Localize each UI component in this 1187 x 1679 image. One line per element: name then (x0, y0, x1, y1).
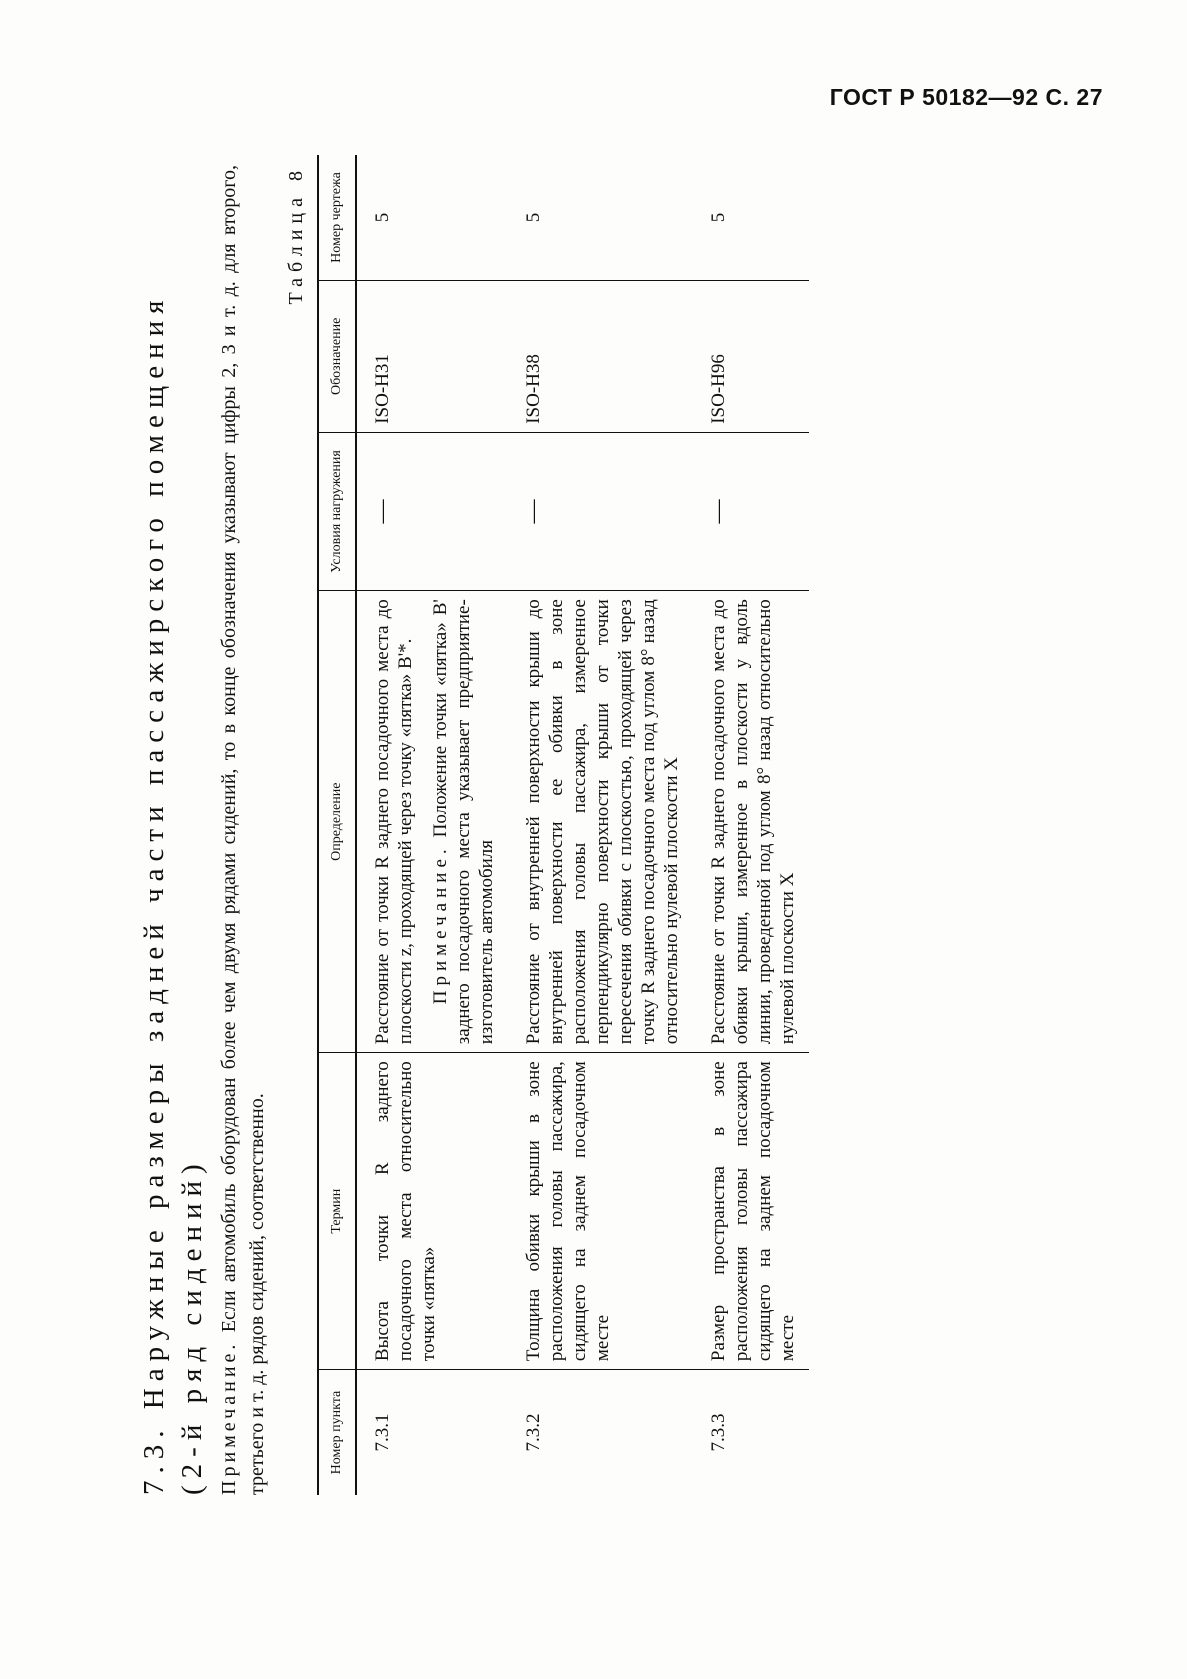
row-definition: Расстояние от точки R заднего посадочного места до обивки крыши, измеренное в плоскости y вдоль линии, проведенной под углом 8° назад относительно нулевой плоскости X (693, 591, 809, 1053)
row-conditions: — (508, 432, 693, 590)
header-term: Термин (318, 1053, 356, 1370)
row-note-text: Положение точки «пятка» B' заднего посадочного места указывает предприятие-изготовитель автомобиля (430, 599, 497, 1045)
row-designation: ISO-H31 (356, 280, 508, 432)
table-row (693, 155, 809, 1495)
table-caption: Таблица 8 (285, 165, 307, 305)
note-lead: Примечание. (218, 1340, 240, 1495)
header-drawing: Номер чертежа (318, 155, 356, 280)
section-title (135, 165, 211, 1495)
row-definition-note (429, 599, 498, 1044)
row-designation: ISO-H38 (508, 280, 693, 432)
terms-table (317, 155, 809, 1495)
section-note (215, 165, 271, 1495)
row-definition: Расстояние от внутренней поверхности крыши до внутренней поверхности ее обивки в зоне расположения головы пассажира, измеренное перпендикулярно поверхности крыши от точки пересечения обивки с плоскостью, проходящей через точку R заднего посадочного места под углом 8° назад относительно нулевой плоскости X (508, 591, 693, 1053)
page-header: ГОСТ Р 50182—92 С. 27 (829, 84, 1103, 110)
row-designation: ISO-H96 (693, 280, 809, 432)
header-definition: Определение (318, 591, 356, 1053)
section-title-line2: (2-й ряд сидений) (176, 1157, 208, 1495)
row-drawing: 5 (508, 155, 693, 280)
row-num: 7.3.3 (708, 1413, 729, 1452)
row-num: 7.3.2 (523, 1413, 544, 1452)
row-conditions: — (356, 432, 508, 590)
rotated-page-content (135, 135, 1035, 1495)
row-term: Толщина обивки крыши в зоне расположения головы пассажира, сидящего на заднем посадочном месте (508, 1053, 693, 1370)
table-row (508, 155, 693, 1495)
row-term: Размер пространства в зоне расположения головы пассажира сидящего на заднем посадочном месте (693, 1053, 809, 1370)
header-conditions: Условия нагружения (318, 432, 356, 590)
row-drawing: 5 (693, 155, 809, 280)
header-designation: Обозначение (318, 280, 356, 432)
header-num: Номер пункта (318, 1370, 356, 1495)
row-conditions: — (693, 432, 809, 590)
table-header-row (318, 155, 356, 1495)
row-note-lead: Примечание. (430, 844, 451, 1005)
section-title-line1: 7.3. Наружные размеры задней части пассажирского помещения (138, 293, 170, 1495)
row-drawing: 5 (356, 155, 508, 280)
note-text: Если автомобиль оборудован более чем двумя рядами сидений, то в конце обозначения указывают цифры 2, 3 и т. д. для второго, третьего и т. д. рядов сидений, соответственно. (218, 164, 268, 1495)
row-definition (356, 591, 508, 1053)
row-term: Высота точки R заднего посадочного места относительно точки «пятка» (356, 1053, 508, 1370)
row-definition-text: Расстояние от точки R заднего посадочного места до плоскости z, проходящей через точку «пятка» B'*. (372, 599, 416, 1045)
row-num: 7.3.1 (372, 1413, 393, 1452)
table-row (356, 155, 508, 1495)
